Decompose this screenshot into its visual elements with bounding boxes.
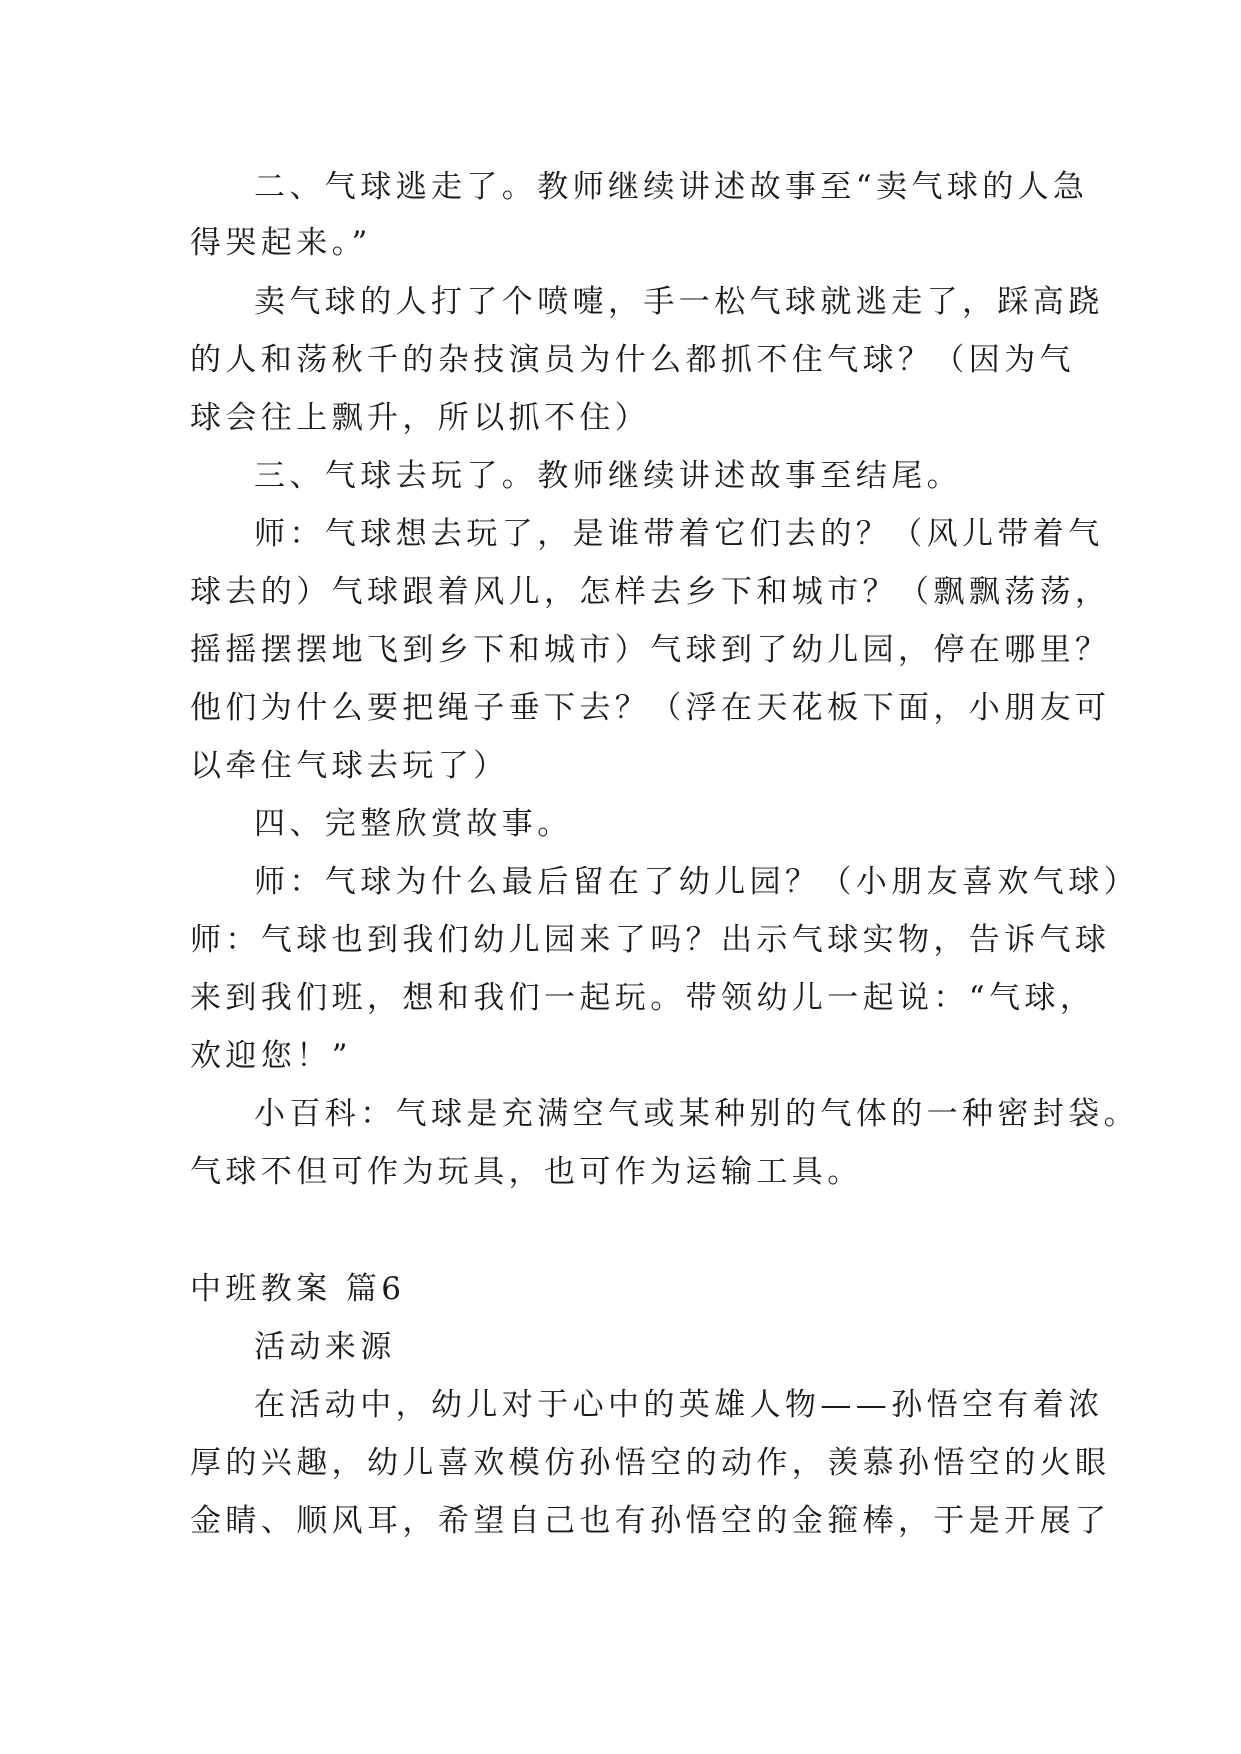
text-line: 四、完整欣赏故事。 — [254, 806, 573, 842]
text-line: 的人和荡秋千的杂技演员为什么都抓不住气球？（因为气 — [190, 342, 1075, 378]
text-line: 得哭起来。” — [190, 225, 372, 261]
text-line: 他们为什么要把绳子垂下去？（浮在天花板下面，小朋友可 — [190, 690, 1111, 726]
text-line: 师：气球想去玩了，是谁带着它们去的？（风儿带着气 — [254, 516, 1104, 552]
text-line: 师：气球也到我们幼儿园来了吗？出示气球实物，告诉气球 — [190, 922, 1111, 958]
text-line: 二、气球逃走了。教师继续讲述故事至“卖气球的人急 — [254, 169, 1089, 205]
text-line: 金睛、顺风耳，希望自己也有孙悟空的金箍棒，于是开展了 — [190, 1503, 1111, 1539]
text-line: 欢迎您！” — [190, 1038, 352, 1074]
text-line: 卖气球的人打了个喷嚏，手一松气球就逃走了，踩高跷 — [254, 284, 1104, 320]
text-line: 气球不但可作为玩具，也可作为运输工具。 — [190, 1154, 863, 1190]
text-line: 摇摇摆摆地飞到乡下和城市）气球到了幼儿园，停在哪里？ — [190, 632, 1111, 668]
text-line: 师：气球为什么最后留在了幼儿园？（小朋友喜欢气球） — [254, 864, 1139, 900]
text-line: 小百科：气球是充满空气或某种别的气体的一种密封袋。 — [254, 1096, 1139, 1132]
text-line: 厚的兴趣，幼儿喜欢模仿孙悟空的动作，羡慕孙悟空的火眼 — [190, 1445, 1111, 1481]
text-line: 在活动中，幼儿对于心中的英雄人物——孙悟空有着浓 — [254, 1387, 1104, 1423]
text-line: 来到我们班，想和我们一起玩。带领幼儿一起说：“气球， — [190, 980, 1096, 1016]
text-line: 球去的）气球跟着风儿，怎样去乡下和城市？（飘飘荡荡， — [190, 574, 1111, 610]
text-line: 球会往上飘升，所以抓不住） — [190, 400, 651, 436]
subsection-heading: 活动来源 — [254, 1329, 396, 1365]
text-line: 以牵住气球去玩了） — [190, 748, 509, 784]
section-heading: 中班教案 篇6 — [190, 1271, 406, 1307]
text-line: 三、气球去玩了。教师继续讲述故事至结尾。 — [254, 458, 962, 494]
